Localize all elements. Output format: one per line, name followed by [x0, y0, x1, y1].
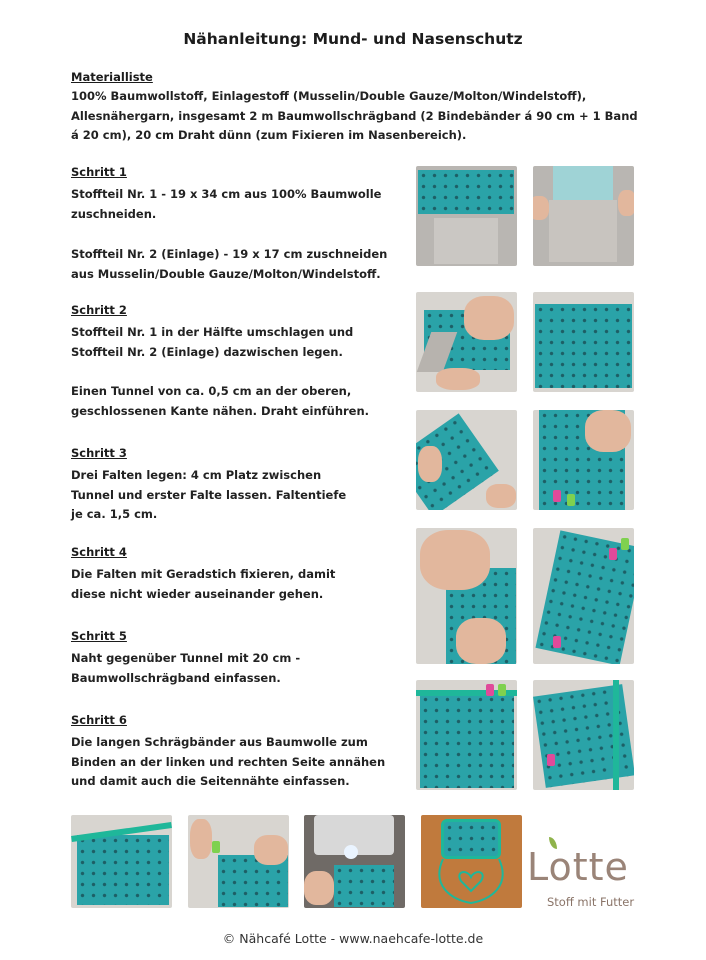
step-line: Drei Falten legen: 4 cm Platz zwischen — [71, 468, 322, 482]
photo-step3-pleat — [416, 410, 517, 510]
step-line: je ca. 1,5 cm. — [71, 507, 158, 521]
photo-bottom-binding-2 — [188, 815, 289, 908]
step-3-text — [71, 466, 346, 525]
step-line: Tunnel und erster Falte lassen. Faltentiefe — [71, 487, 347, 502]
step-line: aus Musselin/Double Gauze/Molton/Windelstoff. — [71, 266, 381, 281]
material-text — [71, 87, 638, 146]
step-1-text-a — [71, 185, 381, 224]
step-1-heading: Schritt 1 — [71, 165, 127, 179]
photo-step6-binding — [416, 680, 517, 790]
step-2-text-b — [71, 382, 369, 421]
step-line: geschlossenen Kante nähen. Draht einführen. — [71, 403, 370, 418]
step-line: Einen Tunnel von ca. 0,5 cm an der oberen, — [71, 384, 352, 398]
photo-bottom-sewing-machine — [304, 815, 405, 908]
step-2-text-a — [71, 323, 353, 362]
step-line: Stoffteil Nr. 2 (Einlage) dazwischen legen. — [71, 344, 343, 359]
material-heading: Materialliste — [71, 70, 153, 84]
photo-step1-cut-fabric — [416, 166, 517, 266]
step-6-heading: Schritt 6 — [71, 713, 127, 727]
logo-wordmark: Lotte — [527, 845, 629, 889]
logo-tagline: Stoff mit Futter — [547, 895, 635, 909]
step-1-text-b — [71, 245, 387, 284]
material-line: á 20 cm), 20 cm Draht dünn (zum Fixieren im Nasenbereich). — [71, 128, 467, 142]
photo-step6-sides — [533, 680, 634, 790]
step-4-text — [71, 565, 335, 604]
photo-step1-interlining — [533, 166, 634, 266]
footer-copyright: © Nähcafé Lotte - www.naehcafe-lotte.de — [222, 931, 484, 946]
step-line: Stoffteil Nr. 2 (Einlage) - 19 x 17 cm zuschneiden — [71, 247, 388, 261]
photo-step2-folded — [533, 292, 634, 392]
photo-step3-pleat-clips — [533, 410, 634, 510]
step-line: Naht gegenüber Tunnel mit 20 cm - — [71, 651, 301, 665]
photo-bottom-binding-1 — [71, 815, 172, 908]
page-title: Nähanleitung: Mund- und Nasenschutz — [183, 30, 523, 48]
step-4-heading: Schritt 4 — [71, 545, 127, 559]
step-2-heading: Schritt 2 — [71, 303, 127, 317]
step-line: diese nicht wieder auseinander gehen. — [71, 586, 324, 601]
step-line: und damit auch die Seitennähte einfassen. — [71, 774, 350, 788]
lotte-logo — [527, 845, 647, 915]
photo-step4-pleats-pinned — [533, 528, 634, 664]
step-5-heading: Schritt 5 — [71, 629, 127, 643]
photo-step2-fold — [416, 292, 517, 392]
step-line: Binden an der linken und rechten Seite annähen — [71, 754, 386, 769]
material-line: 100% Baumwollstoff, Einlagestoff (Musselin/Double Gauze/Molton/Windelstoff), — [71, 89, 587, 103]
step-line: zuschneiden. — [71, 206, 157, 221]
photo-step4-hold — [416, 528, 517, 664]
step-line: Stoffteil Nr. 1 - 19 x 34 cm aus 100% Baumwolle — [71, 187, 382, 201]
ties-heart-shape — [421, 815, 522, 908]
step-3-heading: Schritt 3 — [71, 446, 127, 460]
step-line: Die Falten mit Geradstich fixieren, damit — [71, 567, 336, 581]
photo-bottom-finished-mask — [421, 815, 522, 908]
material-line: Allesnähergarn, insgesamt 2 m Baumwollschrägband (2 Bindebänder á 90 cm + 1 Band — [71, 108, 638, 123]
step-5-text — [71, 649, 300, 688]
step-6-text — [71, 733, 385, 792]
step-line: Die langen Schrägbänder aus Baumwolle zum — [71, 735, 368, 749]
step-line: Stoffteil Nr. 1 in der Hälfte umschlagen und — [71, 325, 354, 339]
step-line: Baumwollschrägband einfassen. — [71, 670, 281, 685]
